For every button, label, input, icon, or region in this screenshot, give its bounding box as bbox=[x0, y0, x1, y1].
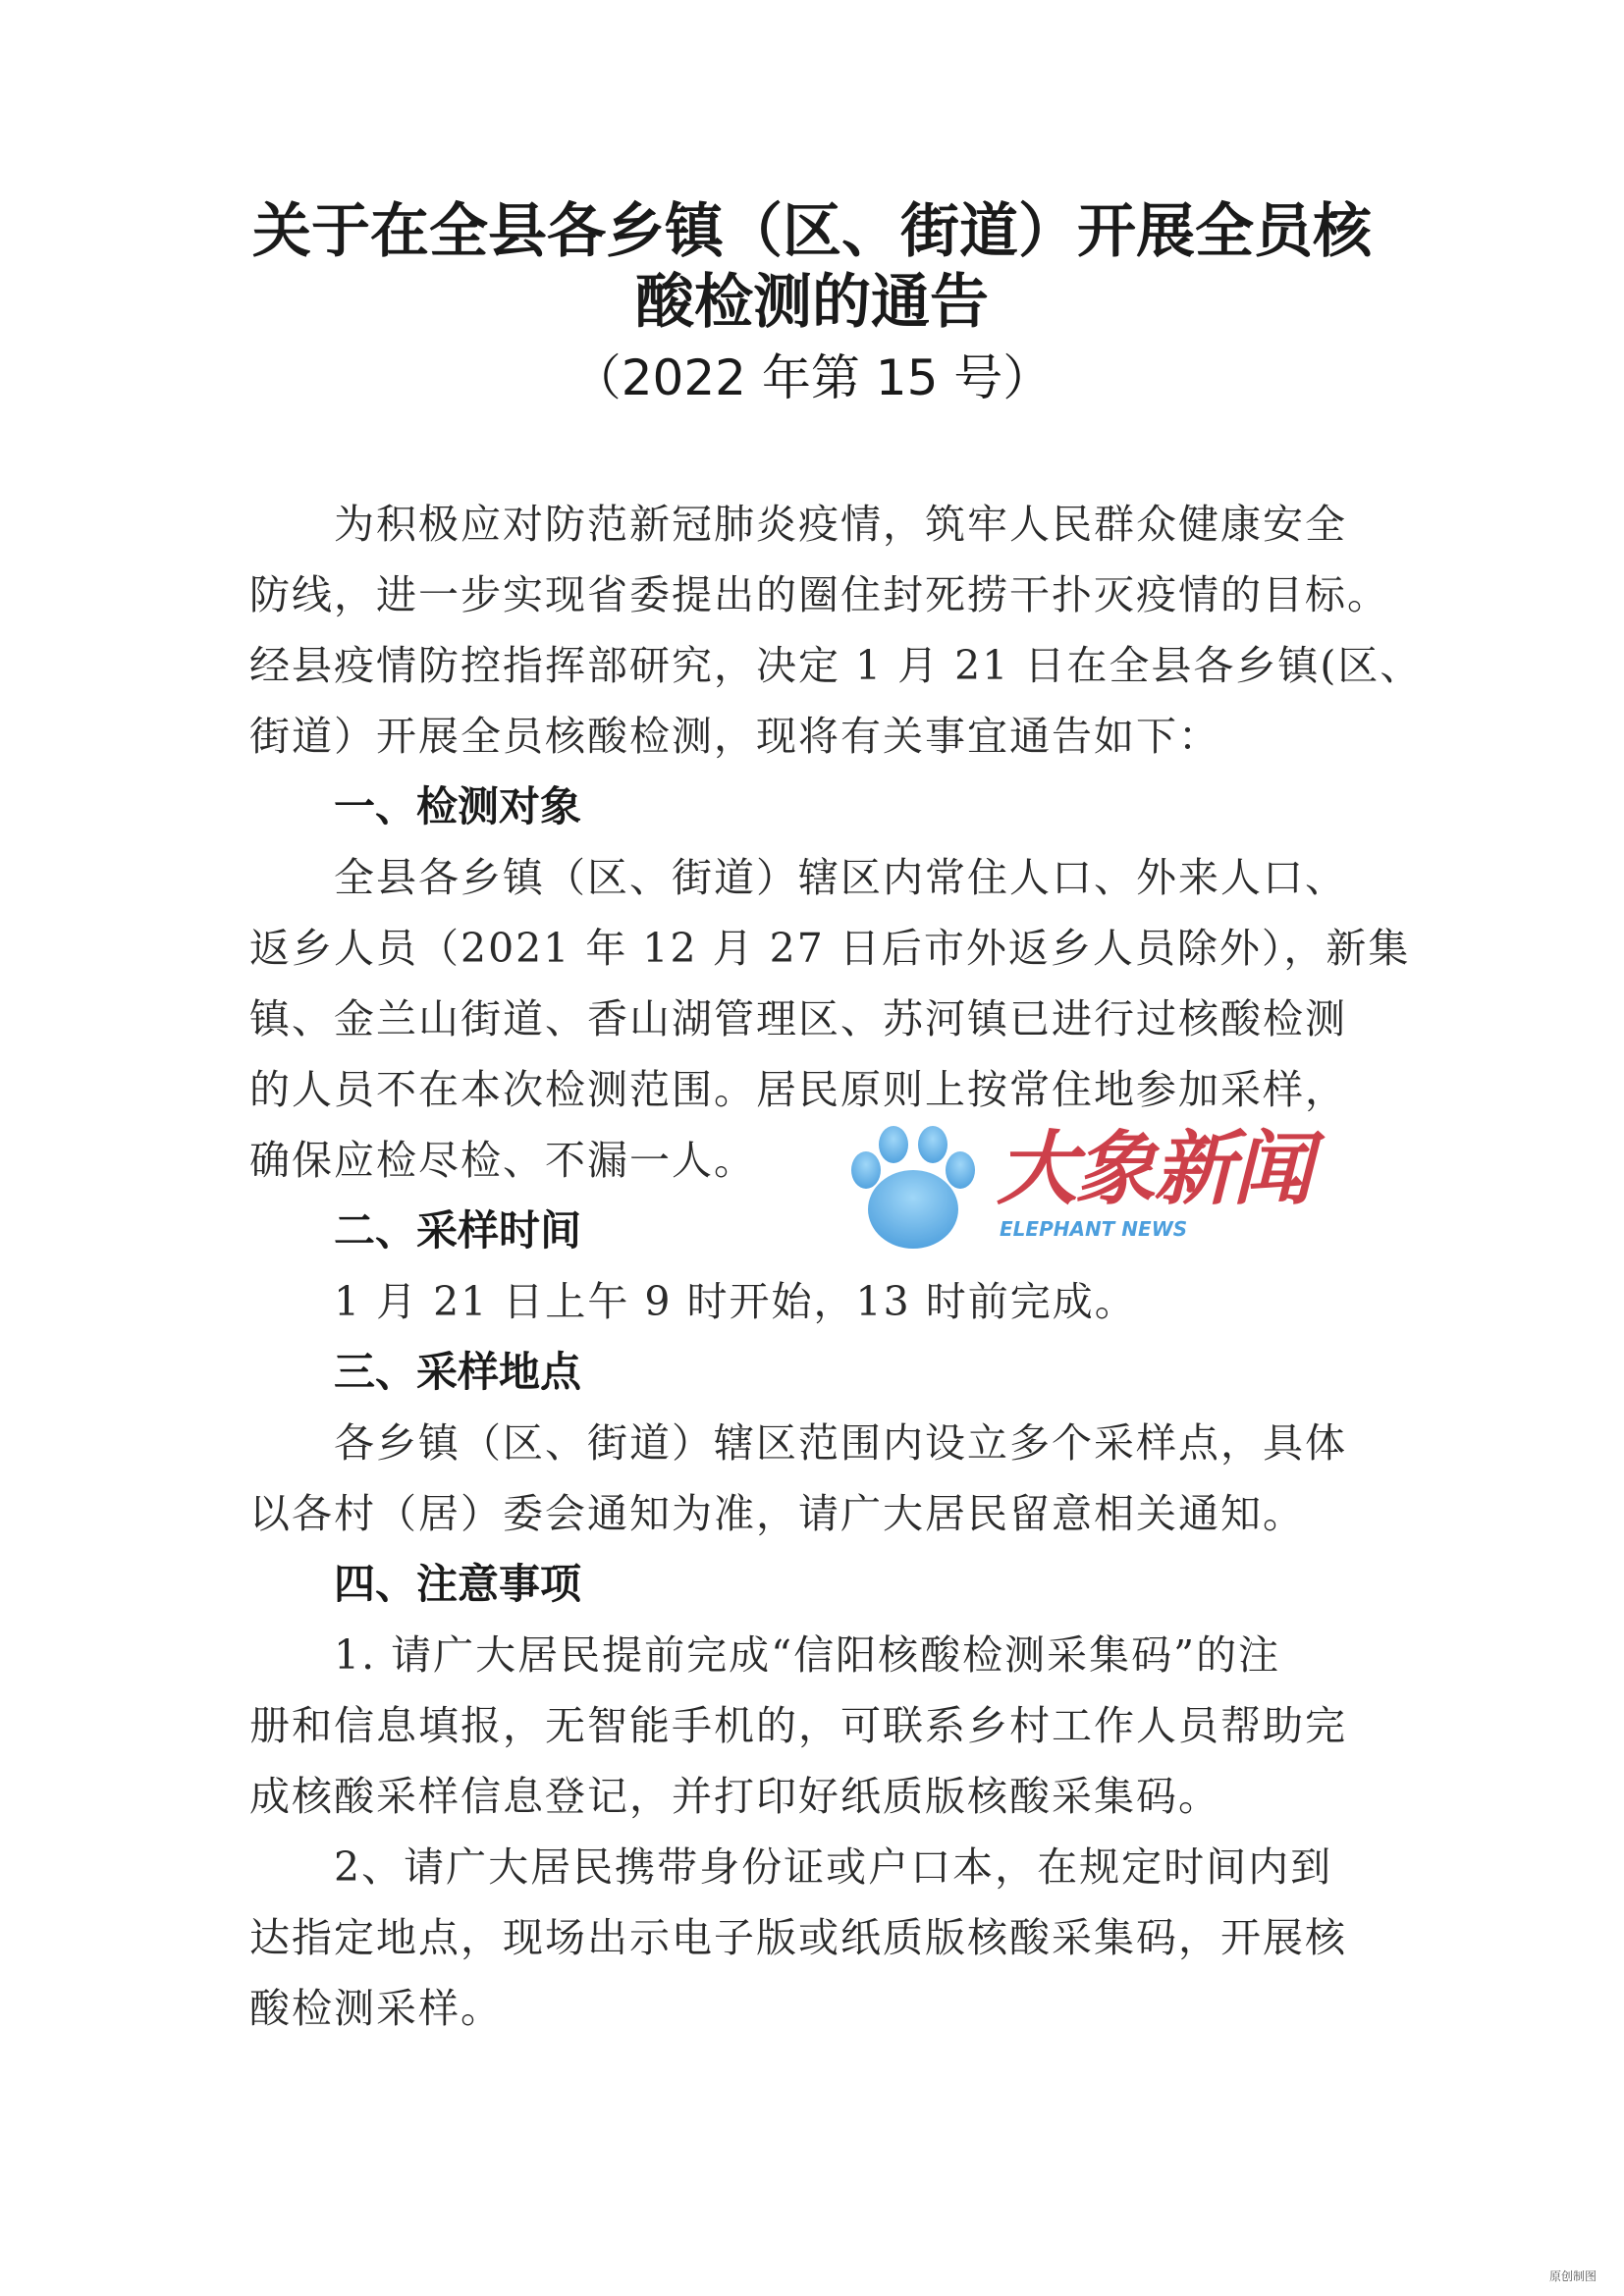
section-4-line-5: 达指定地点，现场出示电子版或纸质版核酸采集码，开展核 bbox=[249, 1914, 1347, 1961]
section-1-line-2: 返乡人员（2021 年 12 月 27 日后市外返乡人员除外），新集 bbox=[249, 925, 1411, 972]
watermark-brand-name-en: ELEPHANT NEWS bbox=[1000, 1217, 1188, 1241]
section-1-line-1: 全县各乡镇（区、街道）辖区内常住人口、外来人口、 bbox=[334, 854, 1347, 901]
section-heading-2: 二、采样时间 bbox=[334, 1206, 582, 1255]
section-3-line-1: 各乡镇（区、街道）辖区范围内设立多个采样点，具体 bbox=[334, 1419, 1347, 1467]
section-3-line-2: 以各村（居）委会通知为准，请广大居民留意相关通知。 bbox=[249, 1490, 1305, 1537]
section-1-line-3: 镇、金兰山街道、香山湖管理区、苏河镇已进行过核酸检测 bbox=[249, 995, 1347, 1042]
section-2-line-1: 1 月 21 日上午 9 时开始，13 时前完成。 bbox=[334, 1278, 1137, 1325]
section-1-line-5: 确保应检尽检、不漏一人。 bbox=[249, 1137, 756, 1184]
section-4-line-6: 酸检测采样。 bbox=[249, 1985, 503, 2032]
document-number: （2022 年第 15 号） bbox=[571, 349, 1053, 406]
section-1-line-4: 的人员不在本次检测范围。居民原则上按常住地参加采样， bbox=[249, 1066, 1347, 1113]
paw-logo-icon bbox=[844, 1119, 982, 1256]
document-title-line-1: 关于在全县各乡镇（区、街道）开展全员核 bbox=[252, 197, 1372, 266]
document-title-line-2: 酸检测的通告 bbox=[635, 268, 989, 337]
section-4-line-1: 1. 请广大居民提前完成“信阳核酸检测采集码”的注 bbox=[334, 1631, 1281, 1679]
section-4-line-3: 成核酸采样信息登记，并打印好纸质版核酸采集码。 bbox=[249, 1773, 1220, 1820]
section-heading-4: 四、注意事项 bbox=[334, 1560, 582, 1608]
section-4-line-4: 2、请广大居民携带身份证或户口本，在规定时间内到 bbox=[334, 1843, 1333, 1891]
section-heading-1: 一、检测对象 bbox=[334, 782, 582, 830]
intro-line-1: 为积极应对防范新冠肺炎疫情，筑牢人民群众健康安全 bbox=[334, 501, 1347, 548]
section-4-line-2: 册和信息填报，无智能手机的，可联系乡村工作人员帮助完 bbox=[249, 1702, 1347, 1749]
watermark-brand-name: 大象新闻 bbox=[997, 1123, 1311, 1216]
intro-line-2: 防线，进一步实现省委提出的圈住封死捞干扑灭疫情的目标。 bbox=[249, 571, 1389, 618]
intro-line-3: 经县疫情防控指挥部研究，决定 1 月 21 日在全县各乡镇(区、 bbox=[249, 642, 1423, 689]
elephant-news-watermark bbox=[844, 1119, 1375, 1256]
intro-line-4: 街道）开展全员核酸检测，现将有关事宜通告如下： bbox=[249, 713, 1220, 760]
section-heading-3: 三、采样地点 bbox=[334, 1348, 582, 1396]
corner-mark: 原创制图 bbox=[1548, 2269, 1597, 2283]
